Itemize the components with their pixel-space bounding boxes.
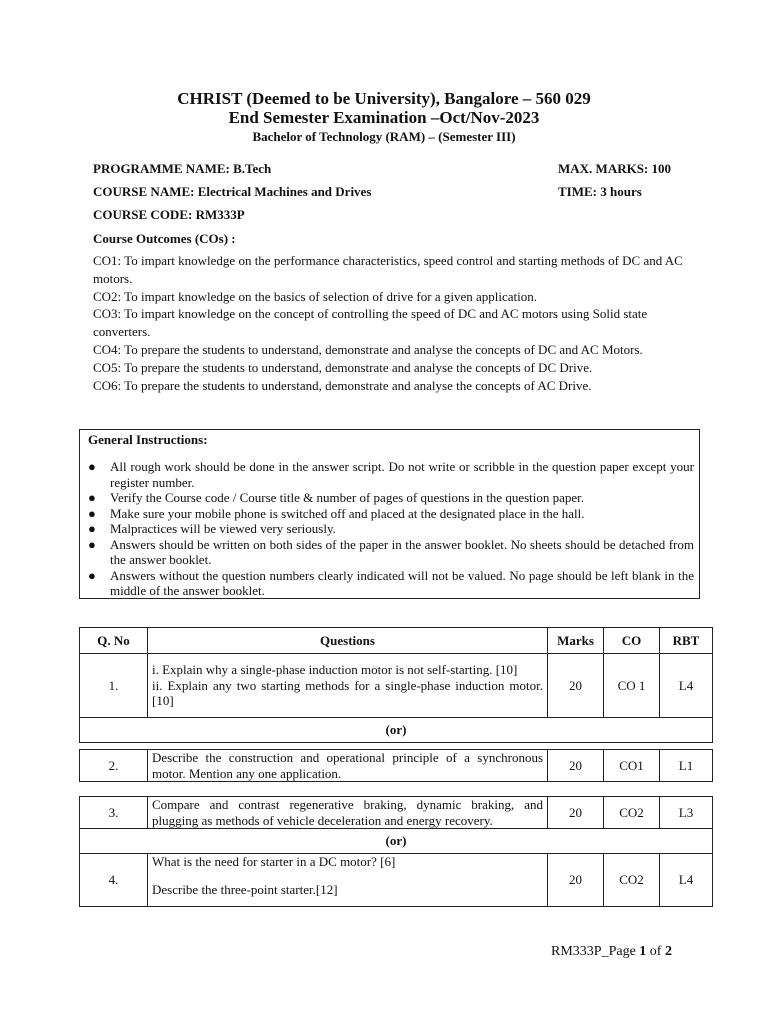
question-co: CO2 bbox=[604, 797, 660, 829]
footer-code: RM333P_Page bbox=[551, 944, 640, 959]
or-row bbox=[80, 718, 713, 743]
question-co: CO1 bbox=[604, 750, 660, 782]
header-rbt: RBT bbox=[660, 628, 713, 654]
question-number: 3. bbox=[80, 797, 148, 829]
bullet-icon: ● bbox=[88, 505, 96, 521]
question-number: 2. bbox=[80, 750, 148, 782]
course-outcome: CO3: To impart knowledge on the concept of controlling the speed of DC and AC motors using Solid state converters. bbox=[93, 306, 648, 340]
footer-page: 1 bbox=[639, 944, 647, 959]
general-instructions-box bbox=[79, 429, 700, 599]
footer-of: of bbox=[646, 944, 665, 959]
instruction-item: ● Answers without the question numbers clearly indicated will not be valued. No page should be left blank in the middle of the answer booklet. bbox=[88, 567, 694, 598]
header-qno: Q. No bbox=[80, 628, 148, 654]
or-row bbox=[80, 829, 713, 854]
question-text: What is the need for starter in a DC motor? [6] Describe the three-point starter.[12] bbox=[148, 854, 548, 907]
questions-table-2 bbox=[79, 749, 713, 782]
questions-table-3 bbox=[79, 796, 713, 907]
question-text: Describe the construction and operational principle of a synchronous motor. Mention any one application. bbox=[148, 750, 548, 782]
table-row bbox=[80, 854, 713, 907]
question-rbt: L4 bbox=[660, 654, 713, 718]
programme-name: PROGRAMME NAME: B.Tech bbox=[93, 161, 272, 176]
exam-title: End Semester Examination –Oct/Nov-2023 bbox=[228, 108, 540, 127]
instruction-item: ● Verify the Course code / Course title & number of pages of questions in the question paper. bbox=[88, 490, 585, 505]
instruction-item: ● All rough work should be done in the answer script. Do not write or scribble in the question paper except your register number. bbox=[88, 459, 694, 490]
exam-time: TIME: 3 hours bbox=[558, 184, 642, 199]
course-outcomes-list bbox=[93, 252, 693, 394]
question-marks: 20 bbox=[548, 750, 604, 782]
question-rbt: L1 bbox=[660, 750, 713, 782]
bullet-icon: ● bbox=[88, 521, 96, 536]
course-outcome: CO6: To prepare the students to understand, demonstrate and analyse the concepts of AC Drive. bbox=[93, 377, 592, 393]
table-row bbox=[80, 797, 713, 829]
instruction-item: ● Malpractices will be viewed very seriously. bbox=[88, 521, 336, 536]
instructions-list bbox=[88, 459, 694, 599]
table-row bbox=[80, 654, 713, 718]
header-co: CO bbox=[604, 628, 660, 654]
bullet-icon: ● bbox=[88, 459, 96, 474]
bullet-icon: ● bbox=[88, 536, 96, 552]
question-marks: 20 bbox=[548, 854, 604, 907]
instruction-item: ● Answers should be written on both sides of the paper in the answer booklet. No sheets should be detached from the answer booklet. bbox=[88, 536, 694, 567]
question-co: CO 1 bbox=[604, 654, 660, 718]
max-marks: MAX. MARKS: 100 bbox=[558, 161, 672, 176]
course-outcome: CO1: To impart knowledge on the performance characteristics, speed control and starting methods of DC and AC motors. bbox=[93, 253, 683, 286]
programme-subtitle: Bachelor of Technology (RAM) – (Semester III) bbox=[252, 129, 516, 144]
course-outcome: CO4: To prepare the students to understand, demonstrate and analyse the concepts of DC and AC Motors. bbox=[93, 341, 643, 357]
question-marks: 20 bbox=[548, 654, 604, 718]
or-label: (or) bbox=[80, 829, 713, 854]
question-number: 4. bbox=[80, 854, 148, 907]
course-outcome: CO5: To prepare the students to understand, demonstrate and analyse the concepts of DC Drive. bbox=[93, 359, 593, 375]
question-rbt: L4 bbox=[660, 854, 713, 907]
table-row bbox=[80, 750, 713, 782]
header-marks: Marks bbox=[548, 628, 604, 654]
course-name: COURSE NAME: Electrical Machines and Drives bbox=[93, 184, 372, 199]
question-marks: 20 bbox=[548, 797, 604, 829]
page-footer bbox=[551, 944, 672, 960]
footer-total: 2 bbox=[664, 944, 672, 959]
or-label: (or) bbox=[80, 718, 713, 743]
questions-table-1 bbox=[79, 627, 713, 743]
course-code: COURSE CODE: RM333P bbox=[93, 207, 245, 222]
course-outcome: CO2: To impart knowledge on the basics of selection of drive for a given application. bbox=[93, 288, 537, 304]
instruction-item: ● Make sure your mobile phone is switched off and placed at the designated place in the hall. bbox=[88, 505, 585, 521]
instructions-title: General Instructions: bbox=[88, 432, 208, 447]
bullet-icon: ● bbox=[88, 567, 96, 583]
question-co: CO2 bbox=[604, 854, 660, 907]
question-number: 1. bbox=[80, 654, 148, 718]
table-header-row bbox=[80, 628, 713, 654]
university-title: CHRIST (Deemed to be University), Bangalore – 560 029 bbox=[177, 89, 591, 108]
question-text: Compare and contrast regenerative braking, dynamic braking, and plugging as methods of vehicle deceleration and energy recovery. bbox=[148, 797, 548, 829]
question-text: i. Explain why a single-phase induction motor is not self-starting. [10] ii. Explain any two starting methods for a single-phase induction motor. [10] bbox=[148, 654, 548, 718]
bullet-icon: ● bbox=[88, 490, 96, 505]
header-questions: Questions bbox=[148, 628, 548, 654]
question-rbt: L3 bbox=[660, 797, 713, 829]
course-outcomes-title: Course Outcomes (COs) : bbox=[93, 231, 236, 246]
